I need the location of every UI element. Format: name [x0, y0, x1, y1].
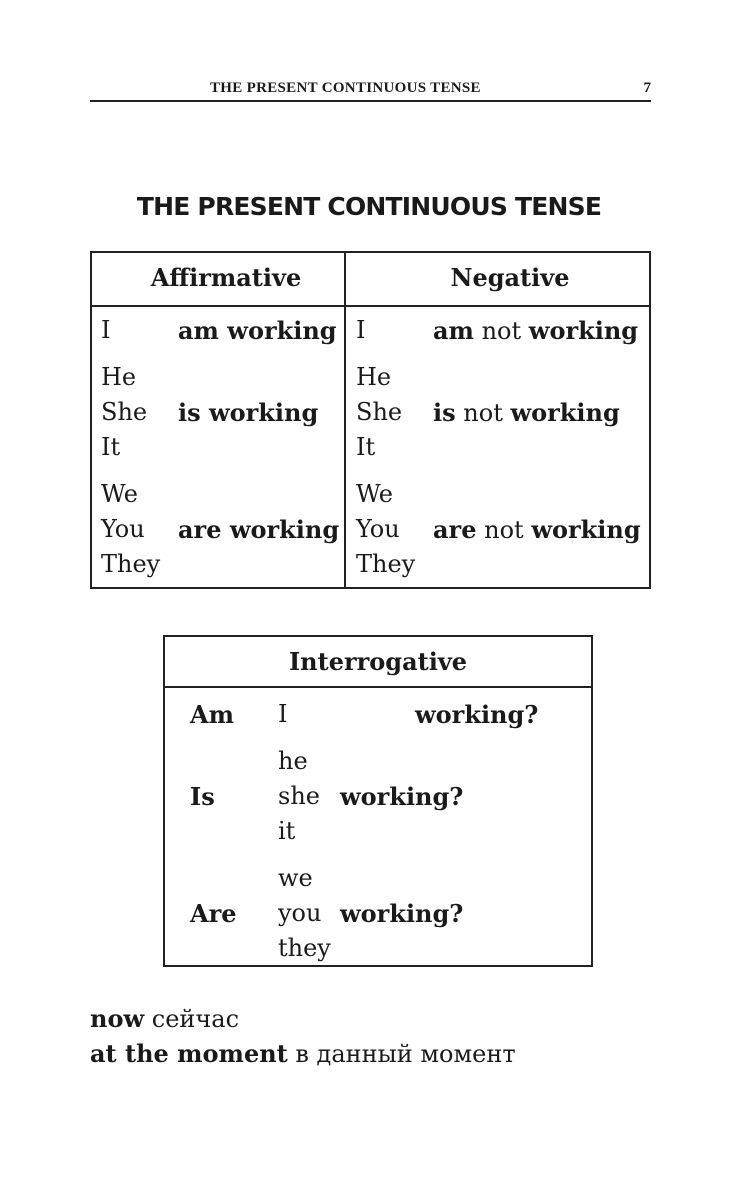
int-pronoun-i: I [278, 700, 288, 728]
vocab-en: at the moment [90, 1039, 288, 1068]
interrogative-table [163, 635, 593, 967]
neg-phrase-is [433, 395, 620, 431]
neg-phrase-are [433, 512, 641, 548]
aff-pronoun-he: He [101, 363, 137, 391]
vocab-item [90, 1039, 516, 1068]
int-pronoun-we: we [278, 864, 313, 892]
vocab-ru: в данный момент [295, 1040, 516, 1068]
neg-not: not [484, 516, 524, 544]
page-number: 7 [643, 80, 651, 96]
neg-pronoun-she: She [356, 398, 403, 426]
aff-pronoun-you: You [101, 515, 145, 543]
vocab-ru: сейчас [151, 1005, 240, 1033]
neg-aux-am: am [433, 316, 474, 345]
int-pronoun-he: he [278, 747, 308, 775]
aff-verb-is: is working [178, 398, 319, 427]
neg-verb: working [531, 515, 641, 544]
int-pronoun-you: you [278, 899, 322, 927]
running-title: THE PRESENT CONTINUOUS TENSE [210, 80, 481, 96]
aff-pronoun-i: I [101, 316, 111, 344]
neg-aux-are: are [433, 515, 477, 544]
int-verb-3: working? [340, 899, 464, 928]
page-header [90, 76, 651, 102]
neg-verb: working [528, 316, 639, 345]
header-affirmative: Affirmative [150, 263, 302, 292]
int-pronoun-it: it [278, 817, 296, 845]
neg-pronoun-you: You [356, 515, 400, 543]
neg-pronoun-he: He [356, 363, 392, 391]
header-divider [165, 686, 591, 688]
vocab-en: now [90, 1004, 145, 1033]
aff-verb-are: are working [178, 515, 340, 544]
aff-pronoun-they: They [101, 550, 161, 578]
int-aux-is: Is [190, 782, 215, 811]
aff-pronoun-we: We [101, 480, 138, 508]
aff-verb-am: am working [178, 316, 337, 345]
conjugation-table [90, 251, 651, 589]
aff-pronoun-she: She [101, 398, 148, 426]
int-pronoun-she: she [278, 782, 320, 810]
page-title: THE PRESENT CONTINUOUS TENSE [136, 192, 602, 221]
neg-not: not [463, 399, 503, 427]
neg-pronoun-i: I [356, 316, 366, 344]
neg-not: not [481, 317, 522, 345]
int-aux-am: Am [190, 700, 235, 729]
vocab-item [90, 1004, 239, 1033]
header-interrogative: Interrogative [288, 647, 468, 676]
header-negative: Negative [450, 263, 570, 292]
int-verb-2: working? [340, 782, 464, 811]
neg-pronoun-it: It [356, 433, 376, 461]
int-aux-are: Are [190, 899, 237, 928]
neg-phrase-am [433, 313, 638, 349]
column-divider [344, 253, 346, 589]
aff-pronoun-it: It [101, 433, 121, 461]
neg-pronoun-we: We [356, 480, 393, 508]
header-divider [92, 305, 649, 307]
int-pronoun-they: they [278, 934, 331, 962]
neg-aux-is: is [433, 398, 456, 427]
int-verb-1: working? [415, 700, 539, 729]
neg-verb: working [510, 398, 620, 427]
neg-pronoun-they: They [356, 550, 416, 578]
